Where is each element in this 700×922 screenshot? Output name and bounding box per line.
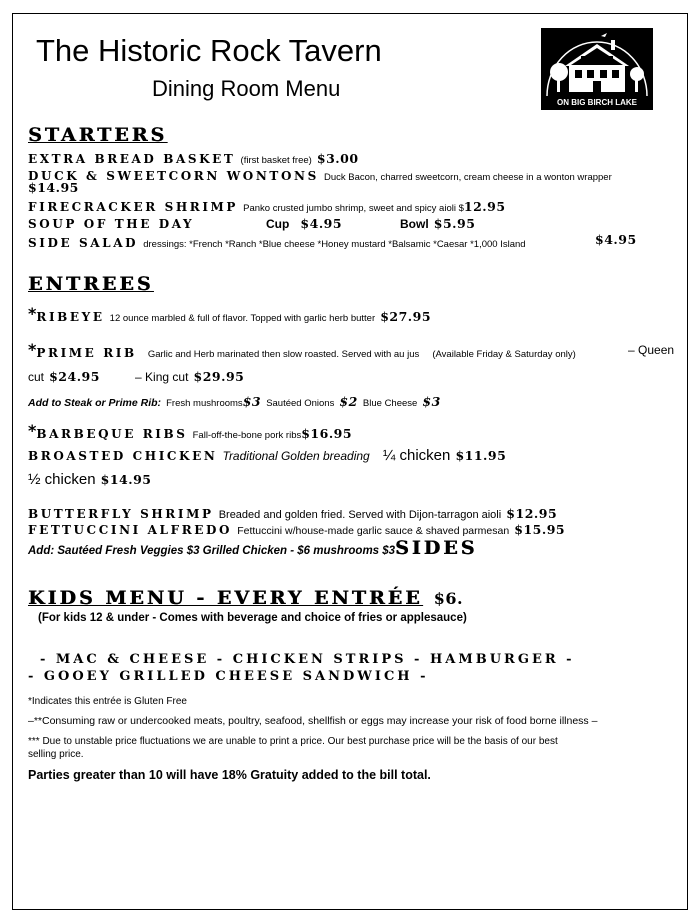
- item-desc: 12 ounce marbled & full of flavor. Topped with garlic herb butter: [109, 313, 376, 324]
- tavern-building-icon: [541, 28, 653, 98]
- kids-menu-heading: [28, 587, 463, 609]
- prime-rib-cuts: [28, 366, 244, 385]
- queen-label: – Queen: [628, 343, 675, 357]
- gluten-free-star: *: [28, 304, 37, 323]
- item-price: $12.95: [506, 506, 558, 521]
- half-chicken: [28, 469, 151, 488]
- item-name: BUTTERFLY SHRIMP: [28, 507, 214, 521]
- half-chicken-price: $14.95: [100, 472, 152, 487]
- item-desc: Garlic and Herb marinated then slow roasted. Served with au jus: [147, 349, 420, 360]
- kids-note: (For kids 12 & under - Comes with beverage and choice of fries or applesauce): [38, 612, 467, 624]
- item-availability: (Available Friday & Saturday only): [432, 349, 576, 360]
- item-desc: Panko crusted jumbo shrimp, sweet and spicy aioli $: [243, 203, 464, 214]
- bowl-price: $5.95: [433, 216, 476, 231]
- kids-items-line-1: - MAC & CHEESE - CHICKEN STRIPS - HAMBURGER -: [40, 652, 575, 667]
- restaurant-title: The Historic Rock Tavern: [36, 33, 382, 68]
- item-ribeye: [28, 304, 431, 325]
- tavern-logo: [541, 28, 653, 110]
- item-price: $3.00: [316, 151, 359, 166]
- item-name: PRIME RIB: [36, 346, 137, 360]
- price-note-line-2: selling price.: [28, 749, 84, 760]
- kids-items-line-2: - GOOEY GRILLED CHEESE SANDWICH -: [28, 669, 429, 684]
- quarter-chicken-price: $11.95: [455, 448, 507, 463]
- king-label: – King cut: [135, 370, 189, 384]
- item-soup: [28, 213, 194, 232]
- item-desc: (first basket free): [240, 155, 312, 166]
- queen-cut-label: cut: [28, 370, 45, 384]
- item-price: $27.95: [380, 309, 432, 324]
- item-name: FETTUCCINI ALFREDO: [28, 523, 233, 537]
- addon-mushrooms-price: $3: [242, 394, 262, 409]
- item-desc: Duck Bacon, charred sweetcorn, cream cheese in a wonton wrapper: [323, 172, 612, 183]
- item-side-salad: [28, 232, 526, 251]
- item-desc: dressings: *French *Ranch *Blue cheese *Honey mustard *Balsamic *Caesar *1,000 Island: [143, 239, 526, 250]
- logo-caption: ON BIG BIRCH LAKE: [557, 98, 637, 107]
- item-name: SIDE SALAD: [28, 236, 139, 250]
- item-desc: Fall-off-the-bone pork ribs: [192, 430, 302, 441]
- soup-bowl: [400, 213, 475, 232]
- item-name: DUCK & SWEETCORN WONTONS: [28, 169, 319, 183]
- addon-blue-cheese: Blue Cheese: [362, 398, 418, 409]
- menu-subtitle: Dining Room Menu: [152, 76, 341, 101]
- gluten-free-note: *Indicates this entrée is Gluten Free: [28, 696, 187, 707]
- soup-cup: [266, 213, 342, 232]
- addon-mushrooms: Fresh mushrooms: [166, 398, 243, 409]
- item-desc: Fettuccini w/house-made garlic sauce & shaved parmesan: [237, 525, 510, 537]
- entree-addons: [28, 537, 477, 559]
- item-broasted-chicken: [28, 445, 506, 464]
- add-line: Add: Sautéed Fresh Veggies $3 Grilled Chicken - $6 mushrooms $3: [28, 545, 396, 557]
- section-entrees: ENTREES: [28, 273, 154, 295]
- item-fettuccini-alfredo: [28, 519, 565, 538]
- item-name: SOUP OF THE DAY: [28, 217, 195, 231]
- item-price: $16.95: [301, 426, 353, 441]
- item-prime-rib: [28, 340, 576, 361]
- cup-price: $4.95: [300, 216, 343, 231]
- item-price: $15.95: [514, 522, 566, 537]
- item-wontons: [28, 165, 612, 184]
- addons-label: Add to Steak or Prime Rib:: [28, 397, 162, 409]
- half-chicken-label: ½ chicken: [28, 471, 96, 488]
- item-name: EXTRA BREAD BASKET: [28, 152, 236, 166]
- item-price: $14.95: [28, 180, 79, 195]
- item-desc: Breaded and golden fried. Served with Dijon-tarragon aioli: [218, 509, 502, 521]
- item-name: BARBEQUE RIBS: [36, 427, 188, 441]
- gratuity-note: Parties greater than 10 will have 18% Gratuity added to the bill total.: [28, 768, 431, 782]
- item-name: FIRECRACKER SHRIMP: [28, 200, 239, 214]
- king-price: $29.95: [193, 369, 245, 384]
- gluten-free-star: *: [28, 421, 37, 440]
- steak-addons: [28, 391, 441, 410]
- raw-food-warning: –**Consuming raw or undercooked meats, poultry, seafood, shellfish or eggs may increase your risk of food borne illness –: [28, 715, 598, 727]
- addon-blue-cheese-price: $3: [422, 394, 441, 409]
- queen-price: $24.95: [49, 369, 100, 384]
- gluten-free-star: *: [28, 340, 37, 359]
- cup-label: Cup: [266, 217, 290, 231]
- item-bbq-ribs: [28, 421, 352, 442]
- addon-onions: Sautéed Onions: [266, 398, 335, 409]
- item-name: RIBEYE: [36, 310, 105, 324]
- section-kids: KIDS MENU - EVERY ENTRÉE: [28, 587, 423, 609]
- section-sides: SIDES: [395, 537, 478, 559]
- item-price: $4.95: [595, 232, 637, 247]
- kids-price: $6.: [433, 589, 464, 608]
- section-starters: STARTERS: [28, 124, 168, 146]
- item-name: BROASTED CHICKEN: [28, 449, 218, 463]
- quarter-chicken-label: ¼ chicken: [382, 447, 451, 464]
- bowl-label: Bowl: [400, 217, 429, 231]
- item-price: 12.95: [463, 199, 506, 214]
- price-note-line-1: *** Due to unstable price fluctuations we are unable to print a price. Our best purchase price will be the basis of our best: [28, 736, 558, 747]
- item-desc: Traditional Golden breading: [222, 449, 370, 463]
- addon-onions-price: $2: [339, 394, 358, 409]
